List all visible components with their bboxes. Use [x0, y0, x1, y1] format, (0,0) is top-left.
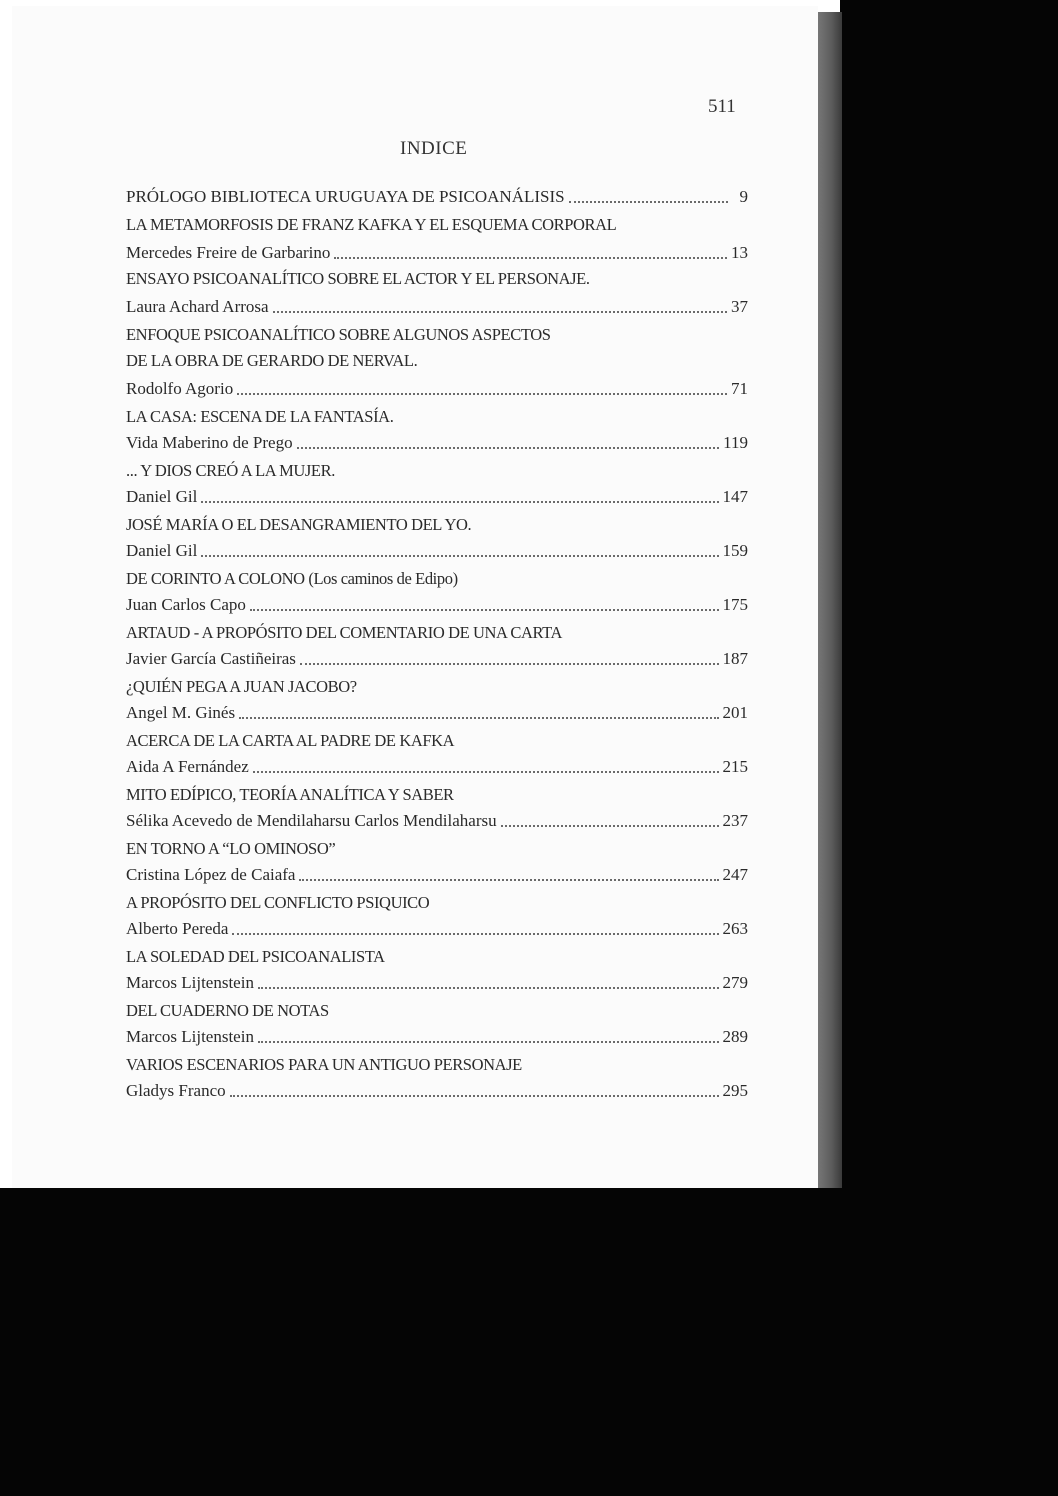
dot-leader [258, 1040, 719, 1043]
toc-entry-author-line [126, 1076, 748, 1102]
toc-entry-author-line [126, 238, 748, 264]
toc-page-number: 247 [722, 865, 748, 884]
toc-entry-author-line [126, 752, 748, 778]
toc-entry-title: LA METAMORFOSIS DE FRANZ KAFKA Y EL ESQUEMA CORPORAL [126, 215, 617, 234]
dot-leader [569, 200, 728, 203]
toc-entry-title-line [126, 996, 748, 1022]
dot-leader [297, 446, 720, 449]
toc-entry-author-line [126, 590, 748, 616]
toc-entry-author: Aida A Fernández [126, 757, 249, 776]
dot-leader [253, 770, 719, 773]
toc-entry-author-line [126, 644, 748, 670]
toc-entry-author-line [126, 860, 748, 886]
dot-leader [201, 500, 718, 503]
toc-entry-title-line [126, 564, 748, 590]
dot-leader [201, 554, 718, 557]
toc-entry-author: Angel M. Ginés [126, 703, 236, 722]
toc-page-number: 9 [739, 187, 748, 206]
toc-entry-title: DE CORINTO A COLONO (Los caminos de Edipo) [126, 569, 458, 588]
toc-entry-title: ... Y DIOS CREÓ A LA MUJER. [126, 461, 335, 480]
toc-entry-author-line [126, 1022, 748, 1048]
toc-entry-title: JOSÉ MARÍA O EL DESANGRAMIENTO DEL YO. [126, 515, 472, 534]
toc-entry-title: LA CASA: ESCENA DE LA FANTASÍA. [126, 407, 394, 426]
toc-entry-title-line [126, 264, 748, 290]
toc-entry-title: ACERCA DE LA CARTA AL PADRE DE KAFKA [126, 731, 455, 750]
toc-entry-author-line [126, 968, 748, 994]
toc-page-number: 187 [722, 649, 748, 668]
toc-entry-author: Gladys Franco [126, 1081, 226, 1100]
toc-entry-title: ENSAYO PSICOANALÍTICO SOBRE EL ACTOR Y EL PERSONAJE. [126, 269, 590, 288]
toc-entry-author: Marcos Lijtenstein [126, 973, 254, 992]
toc-entry-title: EN TORNO A “LO OMINOSO” [126, 839, 336, 858]
toc-entry-title: DEL CUADERNO DE NOTAS [126, 1001, 329, 1020]
dot-leader [501, 824, 719, 827]
toc-entry-title-line [126, 1050, 748, 1076]
toc-entry-author-line [126, 914, 748, 940]
dot-leader [299, 878, 718, 881]
toc-entry-title-line [126, 726, 748, 752]
toc-entry-title-line [126, 210, 748, 236]
toc-entry-author: Sélika Acevedo de Mendilaharsu Carlos Mendilaharsu [126, 811, 497, 830]
dot-leader [230, 1094, 719, 1097]
toc-entry-author: Daniel Gil [126, 487, 198, 506]
toc-entry-author: Daniel Gil [126, 541, 198, 560]
toc-page-number: 279 [722, 973, 748, 992]
toc-entry-author: Vida Maberino de Prego [126, 433, 293, 452]
toc-entry-title-line [126, 320, 748, 346]
toc-entry-author-line [126, 536, 748, 562]
toc-entry-title: VARIOS ESCENARIOS PARA UN ANTIGUO PERSONAJE [126, 1055, 522, 1074]
toc-entry-title-line [126, 456, 748, 482]
toc-entry-title-line [126, 618, 748, 644]
toc-entry-author: Mercedes Freire de Garbarino [126, 243, 331, 262]
toc-entry-author-line [126, 374, 748, 400]
toc-entry-title-line [126, 888, 748, 914]
toc-entry-title: ¿QUIÉN PEGA A JUAN JACOBO? [126, 677, 357, 696]
dot-leader [258, 986, 719, 989]
toc-entry-author-line [126, 806, 748, 832]
toc-entry-title: ENFOQUE PSICOANALÍTICO SOBRE ALGUNOS ASPECTOS [126, 325, 551, 344]
toc-entry-author: Rodolfo Agorio [126, 379, 234, 398]
dot-leader [232, 932, 718, 935]
toc-page-number: 215 [722, 757, 748, 776]
toc-page-number: 237 [722, 811, 748, 830]
toc-entry-author: Cristina López de Caiafa [126, 865, 296, 884]
toc-page-number: 71 [731, 379, 748, 398]
toc-entry-title: PRÓLOGO BIBLIOTECA URUGUAYA DE PSICOANÁLISIS [126, 187, 565, 206]
toc-page-number: 289 [722, 1027, 748, 1046]
toc-entry-author-line [126, 292, 748, 318]
toc-entry-author-line [126, 428, 748, 454]
toc-page-number: 119 [723, 433, 748, 452]
dot-leader [273, 310, 727, 313]
toc-entry-author: Juan Carlos Capo [126, 595, 246, 614]
toc-entry-author-line [126, 482, 748, 508]
toc-page-number: 147 [722, 487, 748, 506]
dot-leader [300, 662, 719, 665]
toc-entry-title: DE LA OBRA DE GERARDO DE NERVAL. [126, 351, 418, 370]
toc-entry-title-line [126, 942, 748, 968]
toc-entry-title-line [126, 402, 748, 428]
toc-entry-author: Alberto Pereda [126, 919, 229, 938]
toc-entry [126, 182, 748, 208]
toc-page-number: 201 [722, 703, 748, 722]
toc-page-number: 175 [722, 595, 748, 614]
toc-entry-title: ARTAUD - A PROPÓSITO DEL COMENTARIO DE UNA CARTA [126, 623, 562, 642]
toc-page-number: 295 [722, 1081, 748, 1100]
toc-entry-title-line [126, 510, 748, 536]
page-title: INDICE [400, 138, 468, 159]
dot-leader [237, 392, 727, 395]
dot-leader [239, 716, 718, 719]
toc-page-number: 37 [731, 297, 748, 316]
toc-page-number: 13 [731, 243, 748, 262]
toc-entry-title: MITO EDÍPICO, TEORÍA ANALÍTICA Y SABER [126, 785, 454, 804]
toc-entry-title-line [126, 780, 748, 806]
toc-page-number: 263 [722, 919, 748, 938]
toc-page-number: 159 [722, 541, 748, 560]
toc-entry-author-line [126, 698, 748, 724]
toc-entry-author: Javier García Castiñeiras [126, 649, 296, 668]
scan-background-bottom [0, 1188, 1058, 1496]
toc-entry-author: Laura Achard Arrosa [126, 297, 269, 316]
page-number: 511 [708, 96, 736, 117]
toc-entry-title-line [126, 672, 748, 698]
toc-entry-author: Marcos Lijtenstein [126, 1027, 254, 1046]
toc-entry-title: A PROPÓSITO DEL CONFLICTO PSIQUICO [126, 893, 430, 912]
toc-entry-title: LA SOLEDAD DEL PSICOANALISTA [126, 947, 385, 966]
toc-entry-title-line [126, 346, 748, 372]
toc-entry-title-line [126, 834, 748, 860]
dot-leader [250, 608, 719, 611]
dot-leader [334, 256, 727, 259]
